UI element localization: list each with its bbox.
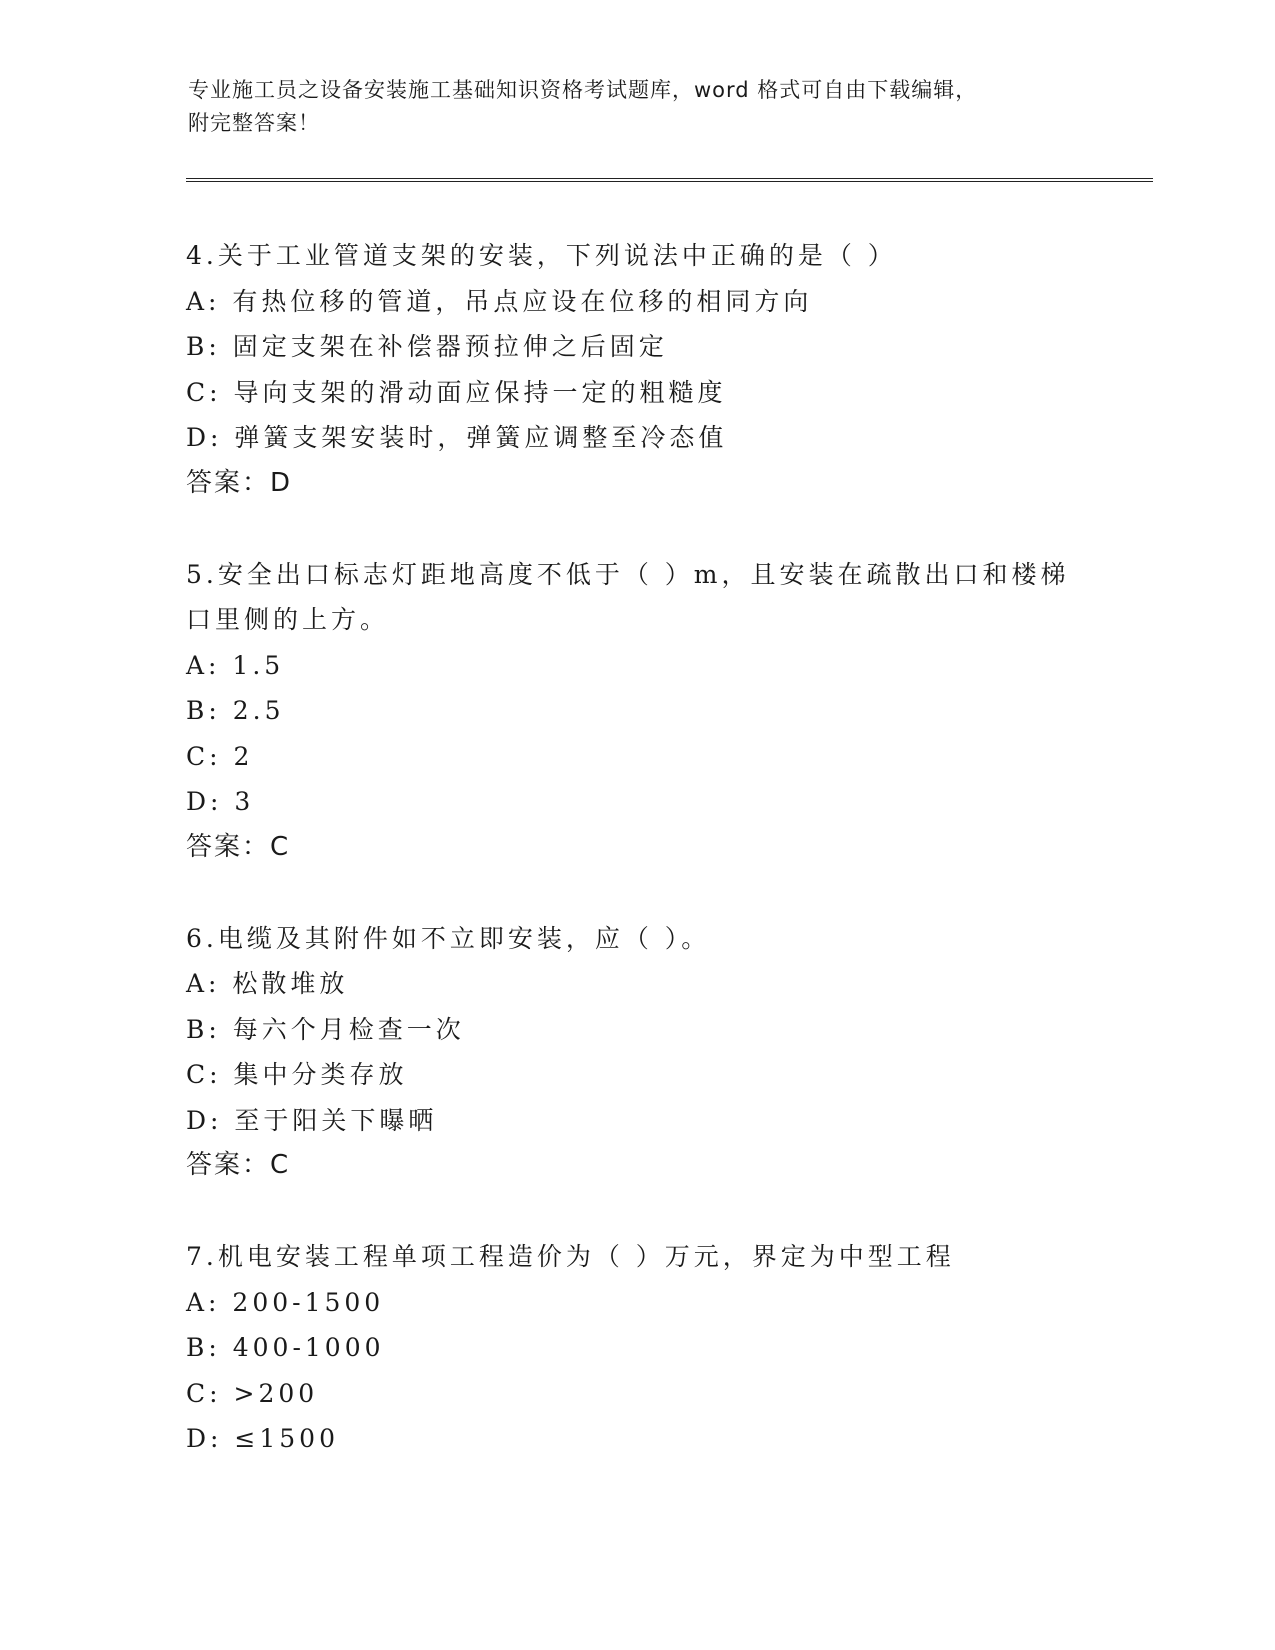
question-stem-line: 口里侧的上方。 (186, 605, 390, 634)
header-divider (186, 178, 1153, 182)
option-d: D: 弹簧支架安装时，弹簧应调整至冷态值 (186, 423, 728, 452)
question-stem-line: 6.电缆及其附件如不立即安装，应（ ）。 (186, 923, 711, 953)
option-b: B: 400-1000 (186, 1333, 385, 1362)
header-line-2: 附完整答案！ (188, 111, 320, 135)
question-stem-line: 5.安全出口标志灯距地高度不低于（ ）m，且安装在疏散出口和楼梯 (186, 559, 1070, 589)
option-c: C: 导向支架的滑动面应保持一定的粗糙度 (186, 377, 727, 407)
option-b: B: 每六个月检查一次 (186, 1014, 465, 1044)
question-block (186, 916, 1086, 1235)
spacer (186, 506, 1086, 552)
option-b: B: 固定支架在补偿器预拉伸之后固定 (186, 332, 668, 361)
answer-line: 答案：C (186, 1150, 291, 1180)
answer-line: 答案：D (186, 467, 293, 498)
option-b: B: 2.5 (186, 696, 285, 725)
option-c: C: 集中分类存放 (186, 1060, 408, 1089)
header-line-1: 专业施工员之设备安装施工基础知识资格考试题库，word 格式可自由下载编辑， (188, 78, 978, 102)
option-a: A: 有热位移的管道，吊点应设在位移的相同方向 (186, 286, 813, 316)
question-stem (186, 1234, 1086, 1280)
question-stem-line: 4.关于工业管道支架的安装，下列说法中正确的是（ ） (186, 241, 897, 270)
spacer (186, 1189, 1086, 1235)
question-block (186, 552, 1086, 916)
option-d: D: 至于阳关下曝晒 (186, 1105, 438, 1135)
answer-line: 答案：C (186, 831, 291, 862)
question-list (186, 233, 1086, 1462)
document-header (188, 74, 1088, 140)
option-c: C: >200 (186, 1378, 319, 1408)
option-a: A: 松散堆放 (186, 969, 349, 998)
option-c: C: 2 (186, 741, 254, 771)
option-d: D: ≤1500 (186, 1424, 339, 1453)
question-stem-line: 7.机电安装工程单项工程造价为（ ）万元，界定为中型工程 (186, 1242, 955, 1271)
option-d: D: 3 (186, 787, 255, 816)
question-block (186, 1234, 1086, 1462)
option-a: A: 1.5 (186, 650, 285, 680)
question-stem (186, 233, 1086, 279)
question-stem (186, 552, 1086, 643)
question-block (186, 233, 1086, 552)
option-a: A: 200-1500 (186, 1287, 385, 1317)
spacer (186, 870, 1086, 916)
question-stem (186, 916, 1086, 962)
